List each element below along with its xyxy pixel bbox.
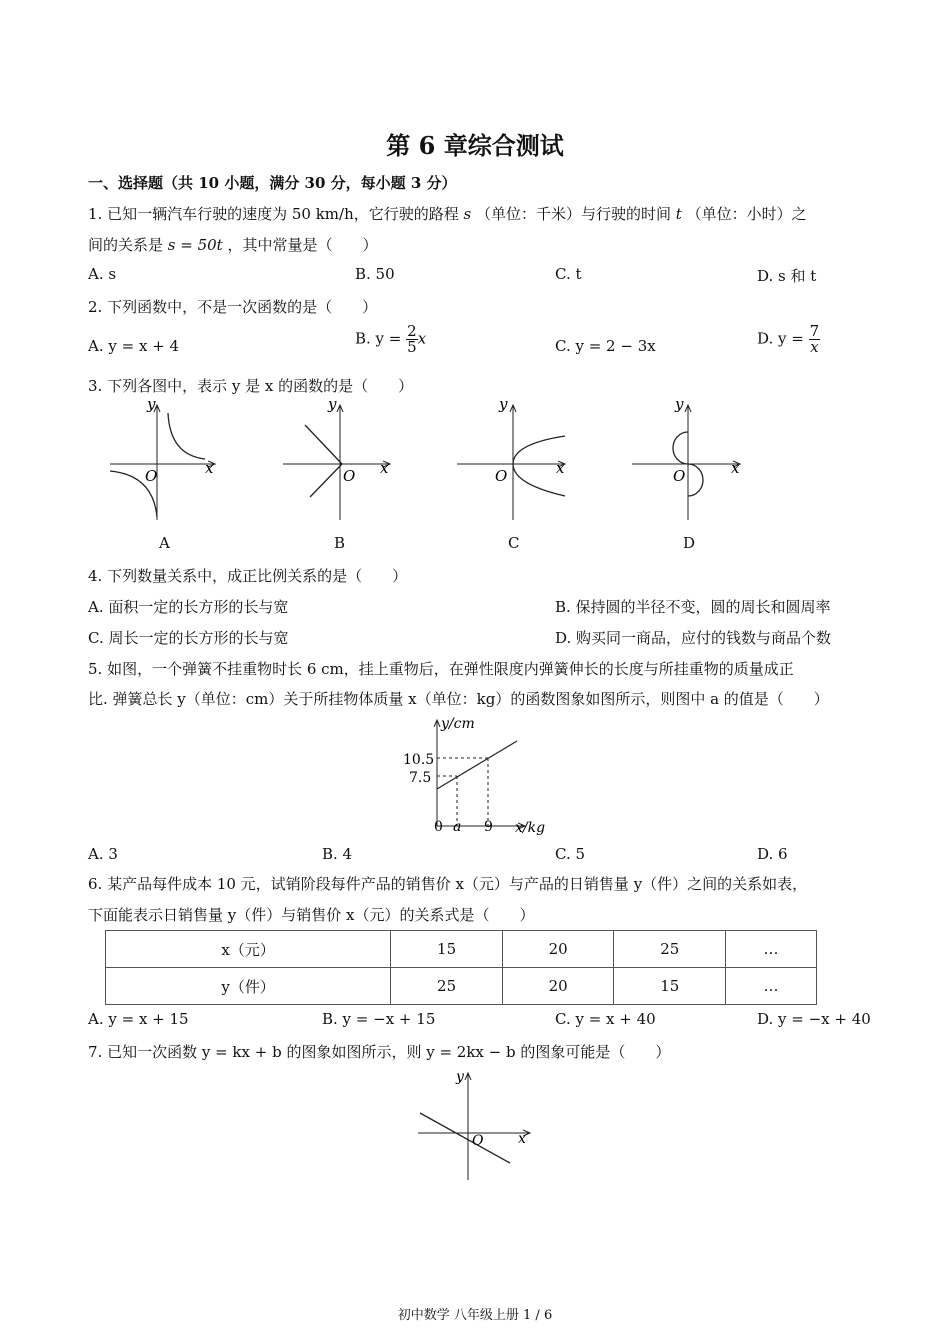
q5-x-tick-a: a <box>453 819 462 835</box>
q3-label-b[interactable]: B <box>334 534 346 552</box>
q5-y-tick-2: 7.5 <box>409 770 432 786</box>
table-cell: 15 <box>614 968 726 1005</box>
q1-equation: s = 50t <box>167 236 223 254</box>
q3-d-origin: O <box>673 467 686 485</box>
q2-option-d[interactable] <box>757 324 820 355</box>
q1-text-b: （单位：千米）与行驶的时间 <box>476 205 672 223</box>
q3-c-x-label: x <box>556 459 565 477</box>
q3-label-a[interactable]: A <box>159 534 170 552</box>
q5-x-tick-9: 9 <box>484 819 493 835</box>
table-cell: 15 <box>391 931 503 968</box>
q3-d-y-label: y <box>675 395 684 413</box>
q7-x-label: x <box>518 1131 526 1147</box>
q1-option-b[interactable]: B. 50 <box>355 265 395 283</box>
q5-line2: 比. 弹簧总长 y（单位：cm）关于所挂物体质量 x（单位：kg）的函数图象如图所示，则图中 a 的值是（ ） <box>88 690 829 708</box>
section-heading: 一、选择题（共 10 小题，满分 30 分，每小题 3 分） <box>88 174 457 192</box>
q3-d-x-label: x <box>731 459 740 477</box>
q5-option-a[interactable]: A. 3 <box>88 845 118 863</box>
table-cell: 20 <box>502 968 614 1005</box>
q1-option-a[interactable]: A. s <box>88 265 117 283</box>
q1-text-e: ，其中常量是（ ） <box>227 236 378 254</box>
table-cell: … <box>726 968 817 1005</box>
q5-y-tick-1: 10.5 <box>403 752 435 768</box>
q6-option-b[interactable]: B. y = −x + 15 <box>322 1010 436 1028</box>
q1-text-c: （单位：小时）之 <box>686 205 807 223</box>
q2-b-fraction <box>406 324 418 355</box>
q2-option-b[interactable] <box>355 324 426 355</box>
q3-graphs <box>95 395 775 530</box>
q5-option-b[interactable]: B. 4 <box>322 845 353 863</box>
q3-a-y-label: y <box>147 395 156 413</box>
q4-option-d[interactable]: D. 购买同一商品，应付的钱数与商品个数 <box>555 629 832 647</box>
q7-stem: 7. 已知一次函数 y = kx + b 的图象如图所示，则 y = 2kx − b 的图象可能是（ ） <box>88 1043 671 1061</box>
table-row <box>106 968 817 1005</box>
q2-d-numerator: 7 <box>809 322 820 340</box>
q3-b-y-label: y <box>328 395 337 413</box>
q3-graph-d <box>632 395 740 520</box>
q1-option-d[interactable]: D. s 和 t <box>757 267 817 285</box>
q3-label-d[interactable]: D <box>683 534 696 552</box>
q5-x-label: x/kg <box>515 820 546 836</box>
table-cell: 25 <box>391 968 503 1005</box>
q1-line1 <box>88 203 807 224</box>
q2-b-denominator: 5 <box>407 338 417 356</box>
q3-a-x-label: x <box>205 459 214 477</box>
page-footer: 初中数学 八年级上册 1 / 6 <box>397 1308 553 1323</box>
q2-d-fraction <box>809 324 821 355</box>
q7-graph <box>410 1065 540 1185</box>
q6-line1: 6. 某产品每件成本 10 元，试销阶段每件产品的销售价 x（元）与产品的日销售量 y（件）之间的关系如表， <box>88 875 808 893</box>
q2-stem: 2. 下列函数中，不是一次函数的是（ ） <box>88 298 378 316</box>
q2-d-denominator: x <box>810 338 819 356</box>
table-cell: … <box>726 931 817 968</box>
q3-b-origin: O <box>343 467 356 485</box>
q7-origin: O <box>472 1133 484 1149</box>
q1-var-t: t <box>675 205 682 223</box>
page-title: 第 6 章综合测试 <box>386 131 564 160</box>
q1-var-s: s <box>463 205 472 223</box>
q6-option-c[interactable]: C. y = x + 40 <box>555 1010 656 1028</box>
q1-option-c[interactable]: C. t <box>555 265 582 283</box>
q2-b-var: x <box>417 329 427 348</box>
q5-option-c[interactable]: C. 5 <box>555 845 586 863</box>
q3-a-origin: O <box>145 467 158 485</box>
q5-y-label: y/cm <box>441 716 475 732</box>
q2-option-c[interactable]: C. y = 2 − 3x <box>555 337 656 355</box>
q2-b-numerator: 2 <box>407 322 417 340</box>
q6-option-d[interactable]: D. y = −x + 40 <box>757 1010 871 1028</box>
q3-c-y-label: y <box>499 395 508 413</box>
q6-line2: 下面能表示日销售量 y（件）与销售价 x（元）的关系式是（ ） <box>88 906 535 924</box>
q1-text-d: 间的关系是 <box>88 236 164 254</box>
table-row <box>106 931 817 968</box>
q3-graph-a <box>110 395 215 520</box>
q6-table <box>105 930 817 1005</box>
table-cell: y（件） <box>106 968 391 1005</box>
q5-x-origin: 0 <box>434 819 443 835</box>
q6-option-a[interactable]: A. y = x + 15 <box>88 1010 189 1028</box>
q4-option-c[interactable]: C. 周长一定的长方形的长与宽 <box>88 629 289 647</box>
q3-label-c[interactable]: C <box>508 534 520 552</box>
q7-y-label: y <box>456 1069 464 1085</box>
table-cell: x（元） <box>106 931 391 968</box>
q2-d-prefix: D. y = <box>757 329 804 348</box>
q4-option-b[interactable]: B. 保持圆的半径不变，圆的周长和圆周率 <box>555 598 831 616</box>
q3-stem: 3. 下列各图中，表示 y 是 x 的函数的是（ ） <box>88 377 414 395</box>
q3-graph-c <box>457 395 565 520</box>
q5-graph <box>385 710 555 840</box>
q1-text-a: 1. 已知一辆汽车行驶的速度为 50 km/h，它行驶的路程 <box>88 205 459 223</box>
table-cell: 25 <box>614 931 726 968</box>
table-cell: 20 <box>502 931 614 968</box>
q4-stem: 4. 下列数量关系中，成正比例关系的是（ ） <box>88 567 408 585</box>
q3-c-origin: O <box>495 467 508 485</box>
q5-option-d[interactable]: D. 6 <box>757 845 788 863</box>
q2-option-a[interactable]: A. y = x + 4 <box>88 337 180 355</box>
q3-graph-b <box>283 395 390 520</box>
q5-line1: 5. 如图，一个弹簧不挂重物时长 6 cm，挂上重物后，在弹性限度内弹簧伸长的长度与所挂重物的质量成正 <box>88 660 794 678</box>
q3-b-x-label: x <box>380 459 389 477</box>
q1-line2 <box>88 234 378 255</box>
q2-b-prefix: B. y = <box>355 329 402 348</box>
q4-option-a[interactable]: A. 面积一定的长方形的长与宽 <box>88 598 289 616</box>
